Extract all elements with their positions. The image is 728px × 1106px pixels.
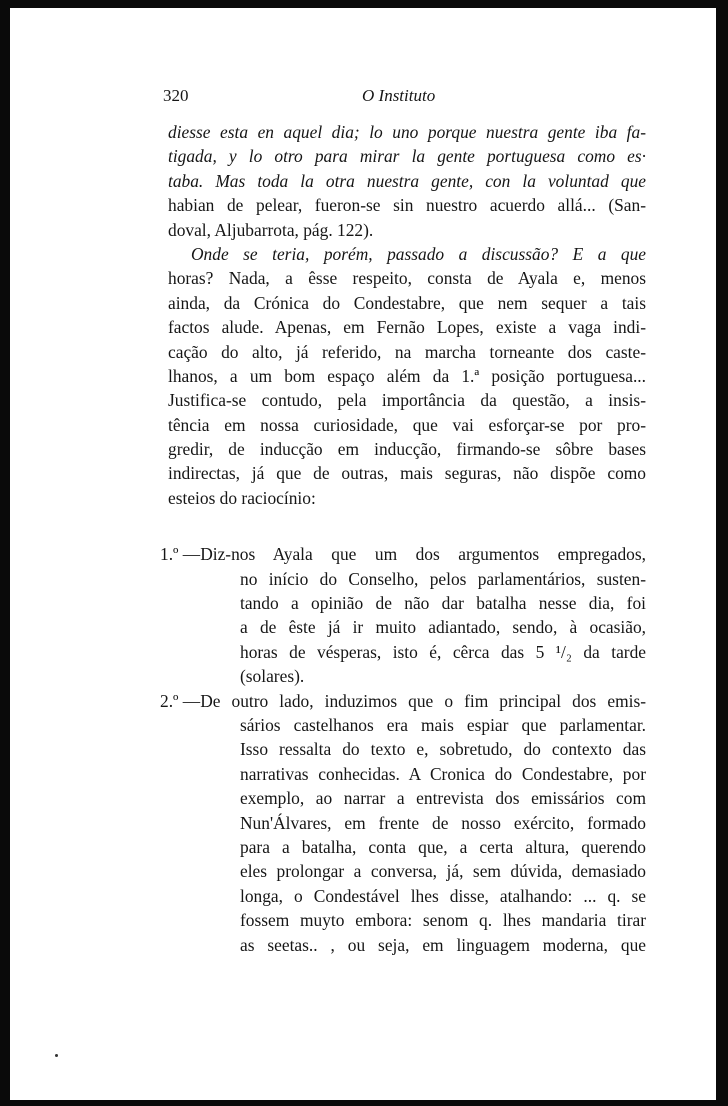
item-label: 2.º — bbox=[160, 690, 201, 711]
text-line: indirectas, já que de outras, mais seguras, não dispõe como bbox=[168, 463, 646, 484]
text-line: as seetas.. , ou seja, em linguagem moderna, que bbox=[240, 934, 646, 955]
text-line: factos alude. Apenas, em Fernão Lopes, existe a vaga indi- bbox=[168, 317, 646, 338]
text-line: fossem muyto embora: senom q. lhes mandaria tirar bbox=[240, 910, 646, 931]
running-title: O Instituto bbox=[362, 86, 436, 105]
numbered-item bbox=[160, 689, 646, 957]
text-line: longa, o Condestável lhes disse, atalhando: ... q. se bbox=[240, 885, 646, 906]
numbered-item bbox=[160, 542, 646, 688]
text-line: para a batalha, conta que, a certa altura, querendo bbox=[240, 836, 646, 857]
text-line: exemplo, ao narrar a entrevista dos emissários com bbox=[240, 788, 646, 809]
text-line: Justifica-se contudo, pela importância da questão, a insis- bbox=[168, 390, 646, 411]
quotation-paragraph bbox=[168, 120, 646, 242]
text-line: (solares). bbox=[240, 666, 305, 687]
page-header bbox=[10, 86, 716, 110]
text-line: gredir, de inducção em inducção, firmando-se sôbre bases bbox=[168, 439, 646, 460]
body-paragraph bbox=[168, 242, 646, 510]
text-line: 1.º —Diz-nos Ayala que um dos argumentos empregados, bbox=[160, 542, 646, 566]
item-label: 1.º — bbox=[160, 544, 201, 565]
text-line: sários castelhanos era mais espiar que parlamentar. bbox=[240, 714, 646, 735]
text-line: Nun'Álvares, em frente de nosso exército, formado bbox=[240, 812, 646, 833]
page-number: 320 bbox=[163, 86, 189, 105]
text-line: habian de pelear, fueron-se sin nuestro acuerdo allá... (San- bbox=[168, 195, 646, 216]
book-page bbox=[10, 8, 716, 1100]
text-line: diesse esta en aquel dia; lo uno porque nuestra gente iba fa- bbox=[168, 122, 646, 142]
text-line: a de êste já ir muito adiantado, sendo, à ocasião, bbox=[240, 617, 646, 638]
text-line: Isso ressalta do texto e, sobretudo, do contexto das bbox=[240, 739, 646, 760]
text-line: 2.º —De outro lado, induzimos que o fim principal dos emis- bbox=[160, 689, 646, 713]
text-line: Onde se teria, porém, passado a discussão? E a que bbox=[191, 243, 646, 264]
page-body bbox=[160, 120, 646, 957]
text-line: esteios do raciocínio: bbox=[168, 487, 316, 508]
text-line: ainda, da Crónica do Condestabre, que nem sequer a tais bbox=[168, 292, 646, 313]
text-line: horas? Nada, a êsse respeito, consta de Ayala e, menos bbox=[168, 268, 646, 289]
text-line: eles prolongar a conversa, já, sem dúvida, demasiado bbox=[240, 861, 646, 882]
text-line: doval, Aljubarrota, pág. 122). bbox=[168, 219, 374, 240]
text-line: tigada, y lo otro para mirar la gente portuguesa como es· bbox=[168, 146, 646, 167]
text-line: no início do Conselho, pelos parlamentários, susten- bbox=[240, 568, 646, 589]
text-line: taba. Mas toda la otra nuestra gente, con la voluntad que bbox=[168, 170, 646, 191]
text-line: narrativas conhecidas. A Cronica do Condestabre, por bbox=[240, 763, 646, 784]
text-line: lhanos, a um bom espaço além da 1.ª posição portuguesa... bbox=[168, 365, 646, 386]
text-line: cação do alto, já referido, na marcha torneante dos caste- bbox=[168, 341, 646, 362]
speck-mark bbox=[55, 1054, 58, 1057]
text-line: horas de vésperas, isto é, cêrca das 5 ¹/₂ da tarde bbox=[240, 641, 646, 662]
text-line: tência em nossa curiosidade, que vai esforçar-se por pro- bbox=[168, 414, 646, 435]
text-line: tando a opinião de não dar batalha nesse dia, foi bbox=[240, 593, 646, 614]
